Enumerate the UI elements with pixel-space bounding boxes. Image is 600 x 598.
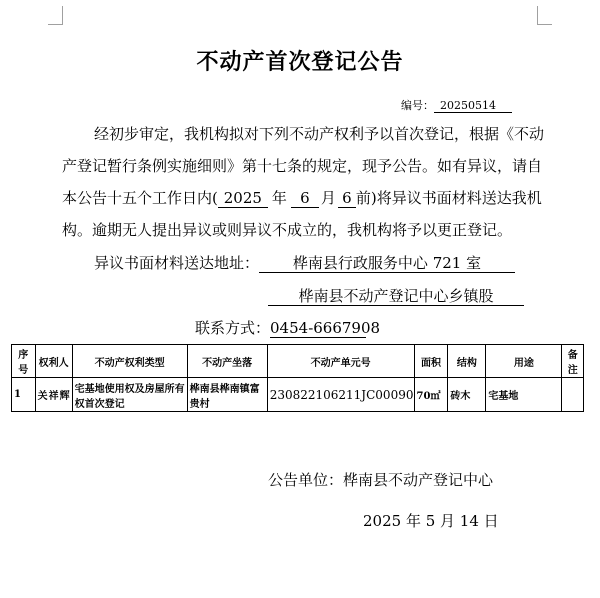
header-location: 不动产坐落: [187, 345, 267, 378]
table-header-row: [12, 345, 584, 378]
cell-unit-no: 230822106211JC00090: [267, 378, 414, 412]
issuer-row: [268, 469, 493, 490]
issuer-name: 桦南县不动产登记中心: [343, 471, 494, 489]
header-owner: 权利人: [35, 345, 72, 378]
address-line-1: 桦南县行政服务中心 721 室: [259, 254, 515, 273]
deadline-month-unit: 月: [320, 189, 336, 207]
header-usage: 用途: [486, 345, 562, 378]
header-area: 面积: [414, 345, 448, 378]
page-title: 不动产首次登记公告: [196, 49, 404, 75]
cell-usage: 宅基地: [486, 378, 562, 412]
header-unit-no: 不动产单元号: [267, 345, 414, 378]
body-line-3-prefix: 本公告十五个工作日内(: [62, 189, 218, 207]
address-line-2: 桦南县不动产登记中心乡镇股: [268, 287, 524, 306]
doc-number-value: 20250514: [434, 99, 512, 113]
body-line-1: 经初步审定，我机构拟对下列不动产权利予以首次登记，根据《不动: [94, 125, 545, 143]
body-line-2: 产登记暂行条例实施细则》第十七条的规定，现予公告。如有异议，请自: [62, 157, 543, 175]
cell-index: 1: [12, 378, 36, 412]
registration-table: [11, 344, 584, 412]
cell-remarks: [562, 378, 584, 412]
doc-number-label: 编号：: [401, 99, 434, 112]
deadline-year: 2025: [218, 189, 268, 208]
header-structure: 结构: [448, 345, 486, 378]
contact-phone: 0454-6667908: [270, 319, 381, 337]
address-row-2: [268, 286, 524, 306]
header-index: 序号: [12, 345, 36, 378]
body-line-3: [62, 188, 542, 208]
deadline-day: 6: [338, 189, 356, 208]
cell-location: 桦南县桦南镇富贵村: [187, 378, 267, 412]
address-row-1: [94, 253, 515, 273]
body-line-4: 构。逾期无人提出异议或则异议不成立的，我机构将予以更正登记。: [62, 221, 513, 239]
cell-right-type: 宅基地使用权及房屋所有权首次登记: [72, 378, 187, 412]
issue-date: 2025 年 5 月 14 日: [363, 512, 499, 530]
address-label: 异议书面材料送达地址：: [94, 254, 260, 272]
doc-number: [401, 97, 512, 113]
table-row: [12, 378, 584, 412]
crop-mark-top-right: [537, 6, 552, 25]
contact-row: [195, 318, 381, 338]
crop-mark-top-left: [48, 6, 63, 25]
deadline-month: 6: [291, 189, 319, 208]
cell-structure: 砖木: [448, 378, 486, 412]
header-remarks: 备注: [562, 345, 584, 378]
issuer-label: 公告单位：: [268, 471, 344, 489]
cell-owner: 关祥辉: [35, 378, 72, 412]
body-line-3-suffix: 前)将异议书面材料送达我机: [355, 189, 542, 207]
cell-area: 70㎡: [414, 378, 448, 412]
deadline-year-unit: 年: [271, 189, 287, 207]
contact-label: 联系方式：: [195, 319, 271, 337]
header-right-type: 不动产权利类型: [72, 345, 187, 378]
